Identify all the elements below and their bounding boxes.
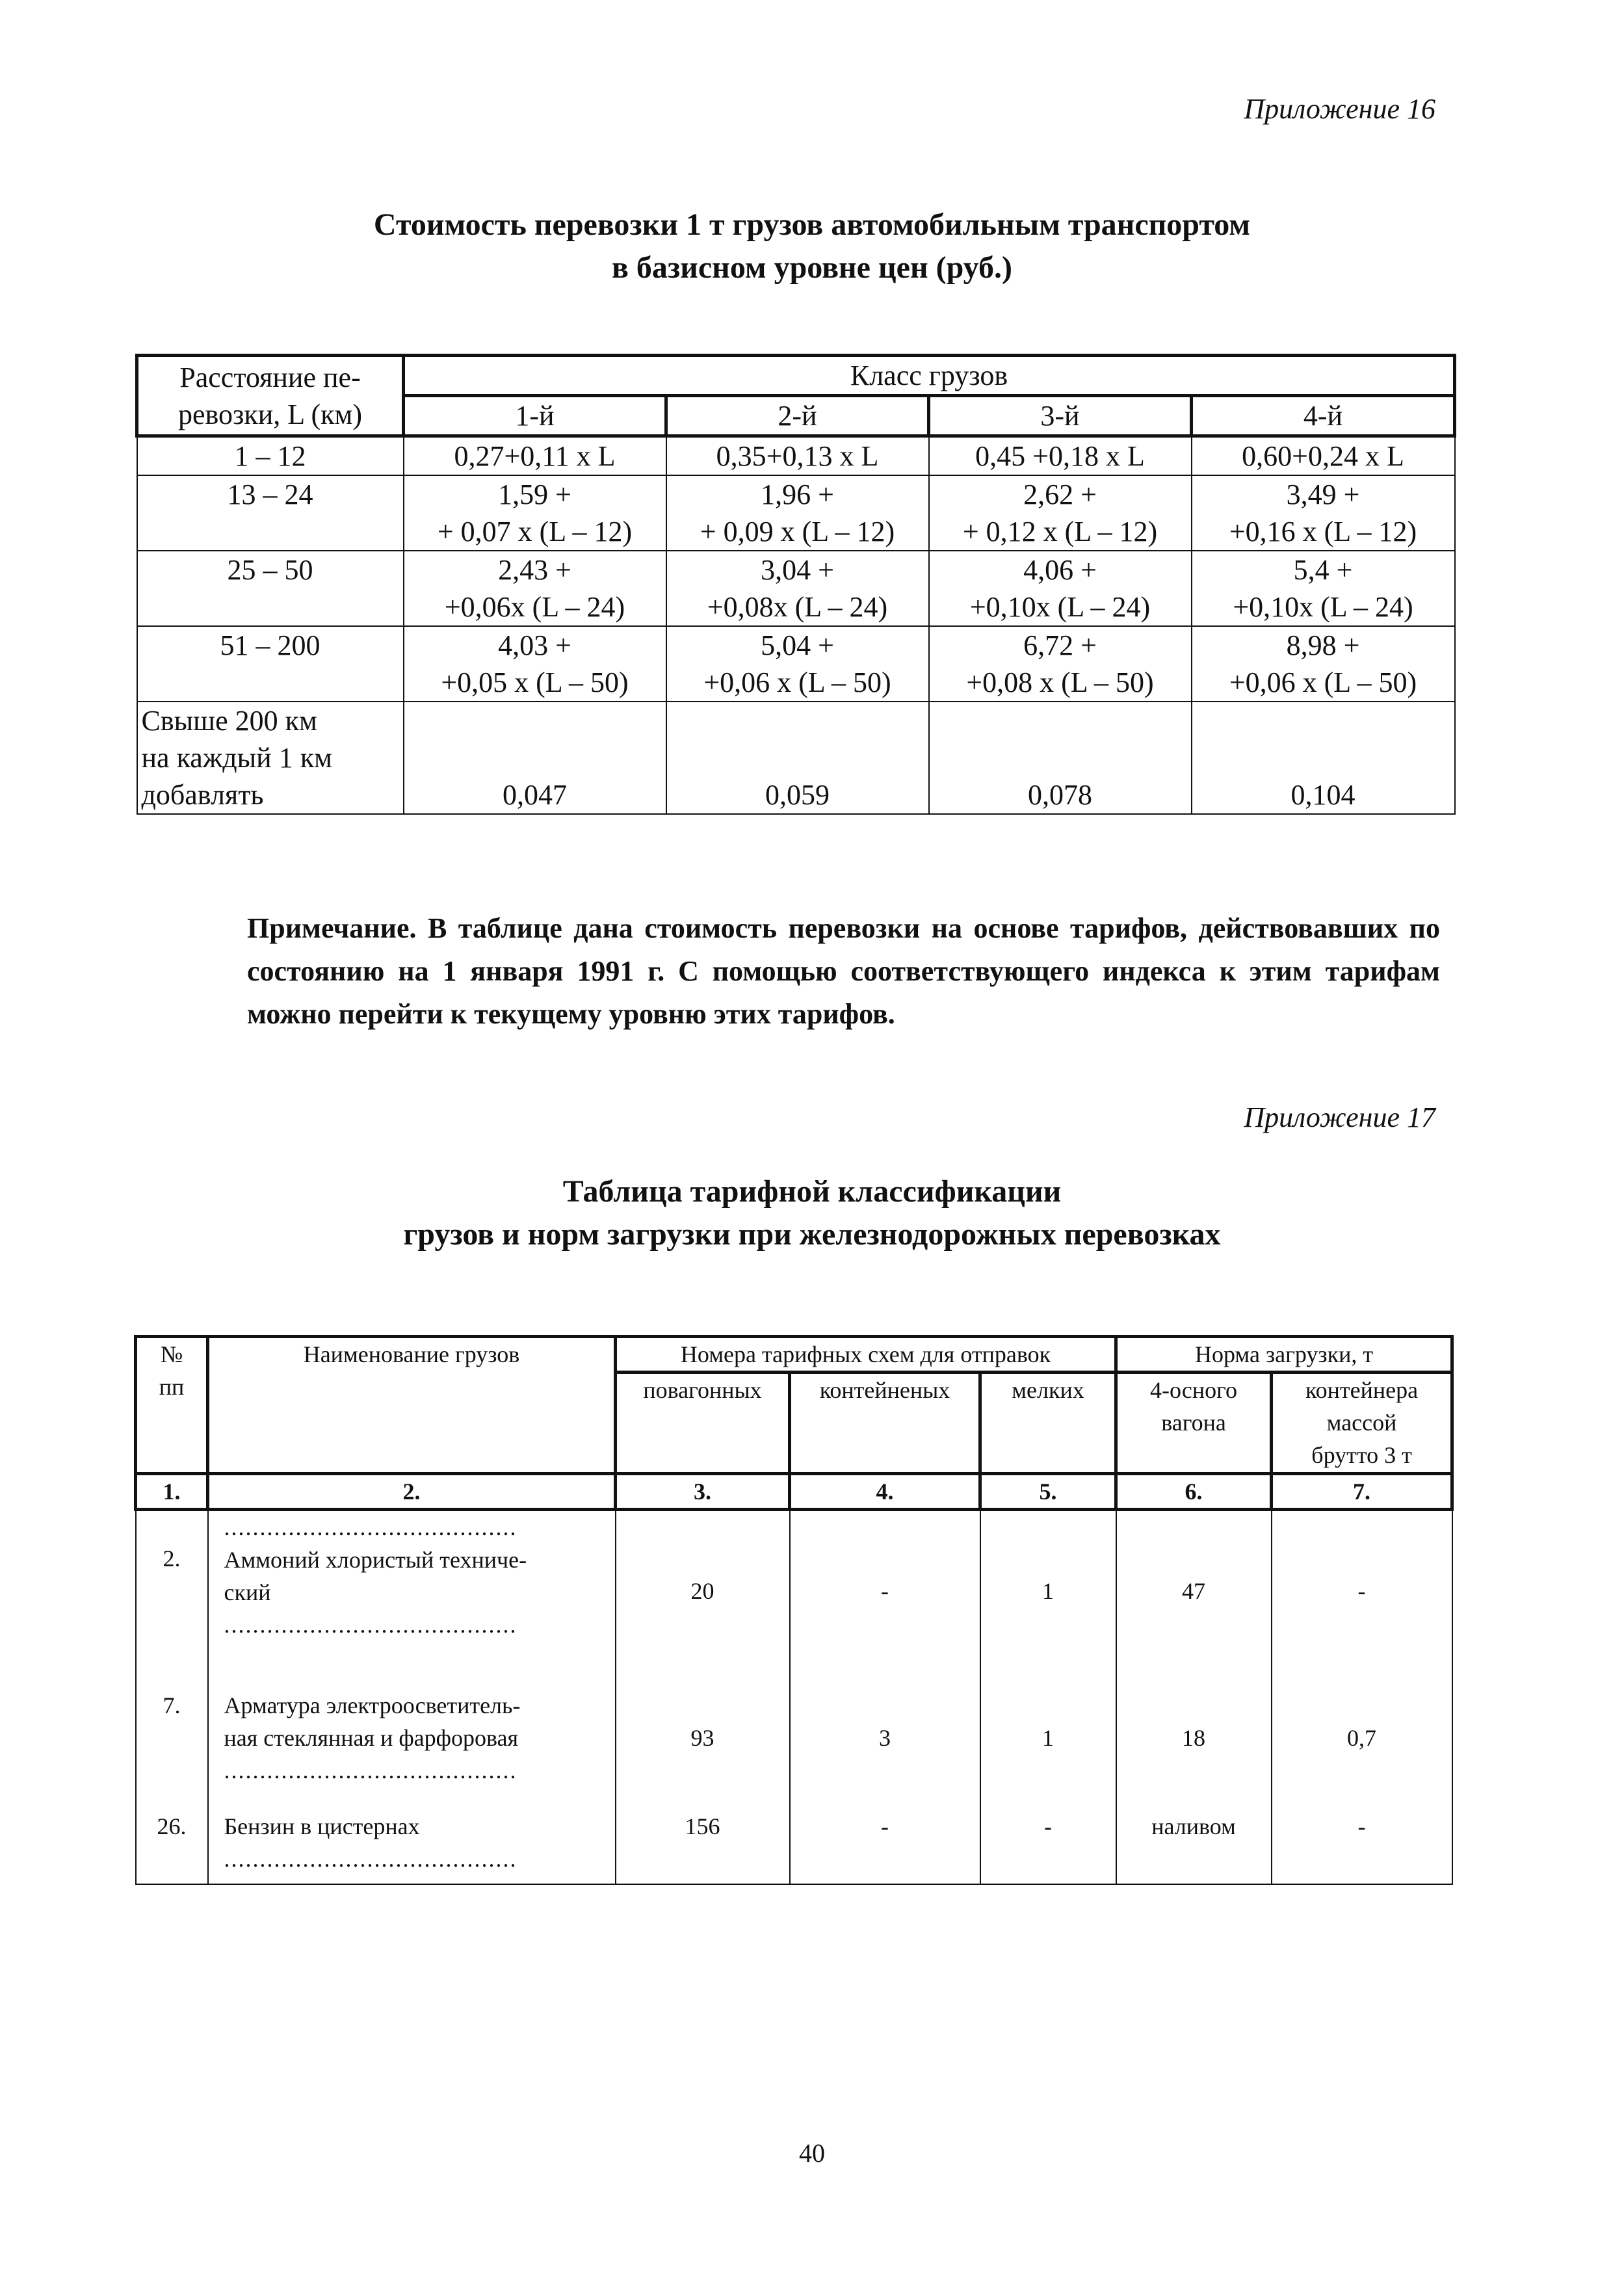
column-number-row	[136, 1474, 1452, 1510]
container-scheme-value: -	[790, 1787, 980, 1884]
distance-header: Расстояние пе- ревозки, L (км)	[137, 356, 404, 436]
table-row	[137, 436, 1455, 476]
column-number: 2.	[208, 1474, 616, 1510]
table-row	[137, 475, 1455, 551]
ellipsis-separator: .........................................	[224, 1514, 517, 1540]
class-3-header: 3-й	[929, 396, 1192, 436]
four-axle-wagon-header: 4-осного вагона	[1116, 1373, 1272, 1474]
tariff-schemes-header: Номера тарифных схем для отправок	[616, 1337, 1116, 1373]
wagon-scheme-value: 20	[616, 1510, 790, 1658]
table1-title-line-1: Стоимость перевозки 1 т грузов автомобильным транспортом	[373, 207, 1251, 242]
cargo-class-header: Класс грузов	[404, 356, 1455, 396]
cargo-name-header: Наименование грузов	[208, 1337, 616, 1474]
rate-cell: 3,49 + +0,16 x (L – 12)	[1192, 475, 1455, 551]
note-lead: Примечание.	[247, 912, 417, 944]
page-number: 40	[799, 2138, 825, 2168]
table1-title	[0, 204, 1624, 289]
rate-cell: 3,04 + +0,08x (L – 24)	[666, 551, 929, 626]
rate-cell: 0,60+0,24 x L	[1192, 436, 1455, 476]
table2-title	[0, 1170, 1624, 1256]
column-number: 3.	[616, 1474, 790, 1510]
ellipsis-separator: .........................................	[224, 1845, 517, 1872]
distance-range: 1 – 12	[137, 436, 404, 476]
rate-cell: 4,06 + +0,10x (L – 24)	[929, 551, 1192, 626]
note-text: В таблице дана стоимость перевозки на основе тарифов, действовавших по состоянию на 1 января 1991 г. С помощью соответствующего индекса к этим тарифам можно перейти к текущему уровню этих тарифов.	[247, 912, 1440, 1030]
wagon-shipments-header: повагонных	[616, 1373, 790, 1474]
cargo-name: Арматура электроосветитель- ная стеклянная и фарфоровая .........................................	[208, 1658, 616, 1787]
wagon-norm-value: 47	[1116, 1510, 1272, 1658]
rate-cell: 6,72 + +0,08 x (L – 50)	[929, 626, 1192, 702]
class-2-header: 2-й	[666, 396, 929, 436]
class-4-header: 4-й	[1192, 396, 1455, 436]
rate-cell: 5,4 + +0,10x (L – 24)	[1192, 551, 1455, 626]
container-scheme-value: -	[790, 1510, 980, 1658]
row-number: 7.	[136, 1658, 208, 1787]
container-norm-value: 0,7	[1272, 1658, 1452, 1787]
ellipsis-separator: .........................................	[224, 1757, 517, 1783]
rate-cell: 0,078	[929, 702, 1192, 814]
rate-cell: 2,62 + + 0,12 x (L – 12)	[929, 475, 1192, 551]
table-row	[136, 1658, 1452, 1787]
ellipsis-separator: .........................................	[224, 1612, 517, 1638]
distance-range: 51 – 200	[137, 626, 404, 702]
class-1-header: 1-й	[404, 396, 666, 436]
column-number: 5.	[980, 1474, 1116, 1510]
column-number: 7.	[1272, 1474, 1452, 1510]
rate-cell: 2,43 + +0,06x (L – 24)	[404, 551, 666, 626]
wagon-norm-value: 18	[1116, 1658, 1272, 1787]
table-row-over-200	[137, 702, 1455, 814]
cargo-name: ......................................... Аммоний хлористый техниче- ский .........................................	[208, 1510, 616, 1658]
rate-cell: 8,98 + +0,06 x (L – 50)	[1192, 626, 1455, 702]
container-3t-header: контейнера массой брутто 3 т	[1272, 1373, 1452, 1474]
container-shipments-header: контейненых	[790, 1373, 980, 1474]
distance-range: 13 – 24	[137, 475, 404, 551]
table-row	[137, 551, 1455, 626]
table1-title-line-2: в базисном уровне цен (руб.)	[611, 250, 1012, 285]
note-paragraph	[247, 907, 1440, 1036]
table2-title-line-1: Таблица тарифной классификации	[562, 1174, 1062, 1209]
row-number: 26.	[136, 1787, 208, 1884]
wagon-norm-value: наливом	[1116, 1787, 1272, 1884]
wagon-scheme-value: 156	[616, 1787, 790, 1884]
table-row	[137, 626, 1455, 702]
column-number: 6.	[1116, 1474, 1272, 1510]
container-norm-value: -	[1272, 1787, 1452, 1884]
distance-range: 25 – 50	[137, 551, 404, 626]
rate-cell: 4,03 + +0,05 x (L – 50)	[404, 626, 666, 702]
rate-cell: 0,104	[1192, 702, 1455, 814]
rate-cell: 0,27+0,11 x L	[404, 436, 666, 476]
appendix-17-label: Приложение 17	[1244, 1101, 1435, 1133]
wagon-scheme-value: 93	[616, 1658, 790, 1787]
cargo-name: Бензин в цистернах .........................................	[208, 1787, 616, 1884]
load-norm-header: Норма загрузки, т	[1116, 1337, 1452, 1373]
road-transport-cost-table	[135, 354, 1456, 815]
appendix-16-label: Приложение 16	[1244, 93, 1435, 125]
rate-cell: 0,047	[404, 702, 666, 814]
rate-cell: 1,96 + + 0,09 x (L – 12)	[666, 475, 929, 551]
row-number: 2.	[136, 1510, 208, 1658]
table-row	[136, 1510, 1452, 1658]
rate-cell: 0,35+0,13 x L	[666, 436, 929, 476]
container-scheme-value: 3	[790, 1658, 980, 1787]
table2-title-line-2: грузов и норм загрузки при железнодорожных перевозках	[403, 1217, 1221, 1252]
over-200-label: Свыше 200 км на каждый 1 км добавлять	[137, 702, 404, 814]
rail-tariff-classification-table	[134, 1335, 1454, 1885]
column-number: 1.	[136, 1474, 208, 1510]
rate-cell: 5,04 + +0,06 x (L – 50)	[666, 626, 929, 702]
small-scheme-value: -	[980, 1787, 1116, 1884]
small-scheme-value: 1	[980, 1510, 1116, 1658]
number-header: № пп	[136, 1337, 208, 1474]
rate-cell: 1,59 + + 0,07 x (L – 12)	[404, 475, 666, 551]
small-shipments-header: мелких	[980, 1373, 1116, 1474]
container-norm-value: -	[1272, 1510, 1452, 1658]
rate-cell: 0,059	[666, 702, 929, 814]
column-number: 4.	[790, 1474, 980, 1510]
rate-cell: 0,45 +0,18 x L	[929, 436, 1192, 476]
table-row	[136, 1787, 1452, 1884]
small-scheme-value: 1	[980, 1658, 1116, 1787]
